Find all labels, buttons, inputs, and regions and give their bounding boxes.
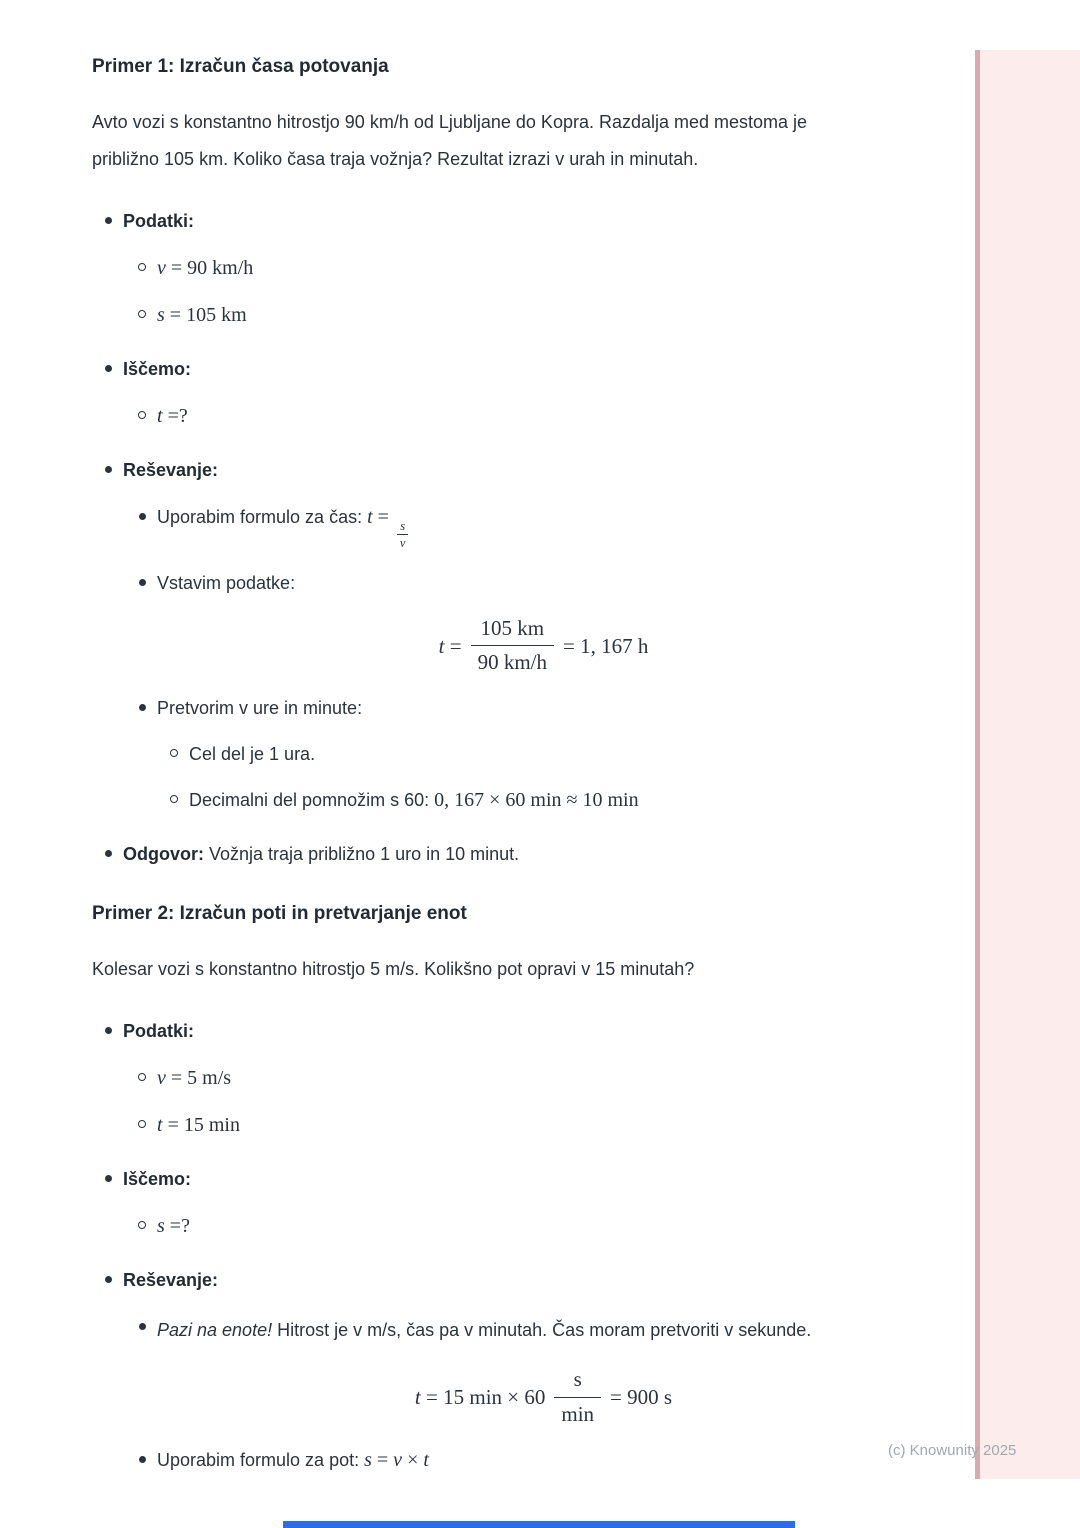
formula-rhs: = 900 s <box>610 1385 673 1410</box>
fraction-numerator: 105 km <box>471 615 554 646</box>
iscemo-label: Iščemo: <box>123 359 192 379</box>
primer1-podatki-item <box>123 206 930 330</box>
data-line-v <box>157 1063 930 1093</box>
math-rest: = 15 min <box>162 1114 240 1137</box>
step-text-wrap <box>157 1312 847 1349</box>
math-expression <box>364 1449 429 1471</box>
step-pretvorim <box>157 693 930 815</box>
substep-text: Decimalni del pomnožim s 60: <box>189 790 435 811</box>
primer2-heading: Primer 2: Izračun poti in pretvarjanje enot <box>92 903 467 925</box>
data-line-v <box>157 253 930 283</box>
math-expression: 0, 167 × 60 min ≈ 10 min <box>434 789 639 812</box>
primer2-podatki-item <box>123 1016 930 1140</box>
step-formula-cas <box>157 502 930 551</box>
pazi-italic: Pazi na enote! <box>157 1320 273 1341</box>
fraction-denominator: min <box>561 1401 595 1426</box>
math-var: s <box>157 1215 165 1238</box>
primer2-iscemo-sublist <box>137 1211 930 1241</box>
step-pazi <box>157 1312 930 1349</box>
step-formula-pot <box>157 1445 930 1475</box>
math-var: t <box>438 633 445 658</box>
primer2-resevanje-item <box>123 1265 930 1475</box>
primer2-iscemo-item <box>123 1164 930 1241</box>
podatki-label: Podatki: <box>123 1021 195 1042</box>
math-expression <box>157 257 253 279</box>
math-var: s <box>364 1448 372 1471</box>
fraction-numerator: s <box>397 519 409 535</box>
fraction-numerator: s <box>554 1366 601 1397</box>
substep-cel-del <box>189 739 930 769</box>
iscemo-label: Iščemo: <box>123 1169 192 1190</box>
watermark: (c) Knowunity 2025 <box>888 1442 1017 1459</box>
primer1-list <box>105 206 930 869</box>
primer1-intro: Avto vozi s konstantno hitrostjo 90 km/h od Ljubljane do Kopra. Razdalja med mestoma je približno 105 km. Koliko časa traja vožnja? Rezultat izrazi v urah in minutah. <box>92 112 808 169</box>
math-rest: =? <box>164 1215 190 1238</box>
formula-lhs <box>415 1382 545 1412</box>
primer2-list <box>105 1016 930 1475</box>
math-var: v <box>157 257 166 279</box>
primer1-odgovor-item <box>123 839 930 869</box>
math-rest: = <box>372 506 394 528</box>
pretvorim-sublist <box>169 739 930 815</box>
step-text: Uporabim formulo za čas: <box>157 507 368 527</box>
inline-fraction <box>397 519 409 551</box>
math-var: t <box>367 506 373 528</box>
data-line-t <box>157 401 930 431</box>
math-var: t <box>423 1448 429 1471</box>
formula-rhs: = 1, 167 h <box>563 633 649 658</box>
substep-text: Cel del je 1 ura. <box>189 744 316 765</box>
math-expression <box>157 1114 240 1136</box>
math-op: = <box>371 1448 394 1471</box>
math-var: v <box>393 1448 403 1471</box>
math-rest: = 90 km/h <box>165 257 254 279</box>
resevanje-label: Reševanje: <box>123 460 219 480</box>
substep-decimalni <box>189 785 930 815</box>
display-formula-2 <box>157 1366 930 1428</box>
math-var: t <box>157 1114 163 1137</box>
primer2-intro: Kolesar vozi s konstantno hitrostjo 5 m/s. Kolikšno pot opravi v 15 minutah? <box>92 959 695 980</box>
math-var: t <box>157 405 163 427</box>
pazi-rest: Hitrost je v m/s, čas pa v minutah. Čas moram pretvoriti v sekunde. <box>272 1320 812 1341</box>
math-expression <box>367 506 408 551</box>
math-op: × <box>402 1448 424 1471</box>
math-rest: = <box>444 633 462 658</box>
math-expression <box>157 304 247 326</box>
math-var: t <box>414 1385 421 1410</box>
primer1-resevanje-item <box>123 455 930 815</box>
podatki-label: Podatki: <box>123 211 195 231</box>
fraction-denominator: 90 km/h <box>477 650 547 675</box>
primer2-podatki-sublist <box>137 1063 930 1140</box>
primer1-iscemo-sublist <box>137 401 930 431</box>
step-vstavim <box>157 568 930 598</box>
resevanje-label: Reševanje: <box>123 1270 219 1291</box>
display-fraction <box>554 1366 601 1428</box>
math-formula <box>439 615 649 677</box>
odgovor-text: Vožnja traja približno 1 uro in 10 minut. <box>204 844 520 865</box>
math-rest: =? <box>162 405 188 427</box>
step-text: Pretvorim v ure in minute: <box>157 698 363 719</box>
math-expression <box>157 405 188 427</box>
data-line-t <box>157 1110 930 1140</box>
math-rest: = 105 km <box>164 304 247 326</box>
bottom-progress-bar <box>283 1521 795 1528</box>
fraction-denominator: v <box>399 536 406 551</box>
odgovor-label: Odgovor: <box>123 844 204 865</box>
math-rest: = 15 min × 60 <box>420 1385 546 1410</box>
step-text: Vstavim podatke: <box>157 572 296 593</box>
data-line-s <box>157 1211 930 1241</box>
data-line-s <box>157 300 930 330</box>
math-expression <box>157 1067 231 1089</box>
primer1-iscemo-item <box>123 354 930 431</box>
math-var: v <box>157 1067 166 1090</box>
math-formula <box>415 1366 672 1428</box>
math-rest: = 5 m/s <box>165 1067 232 1090</box>
math-expression <box>157 1215 190 1237</box>
primer1-heading: Primer 1: Izračun časa potovanja <box>92 56 389 77</box>
math-var: s <box>157 304 165 326</box>
display-fraction <box>471 615 554 677</box>
step-text: Uporabim formulo za pot: <box>157 1449 365 1470</box>
primer1-podatki-sublist <box>137 253 930 330</box>
primer1-resevanje-sublist <box>137 502 930 815</box>
formula-lhs <box>439 631 462 661</box>
display-formula-1 <box>157 615 930 677</box>
primer2-resevanje-sublist <box>137 1312 930 1475</box>
